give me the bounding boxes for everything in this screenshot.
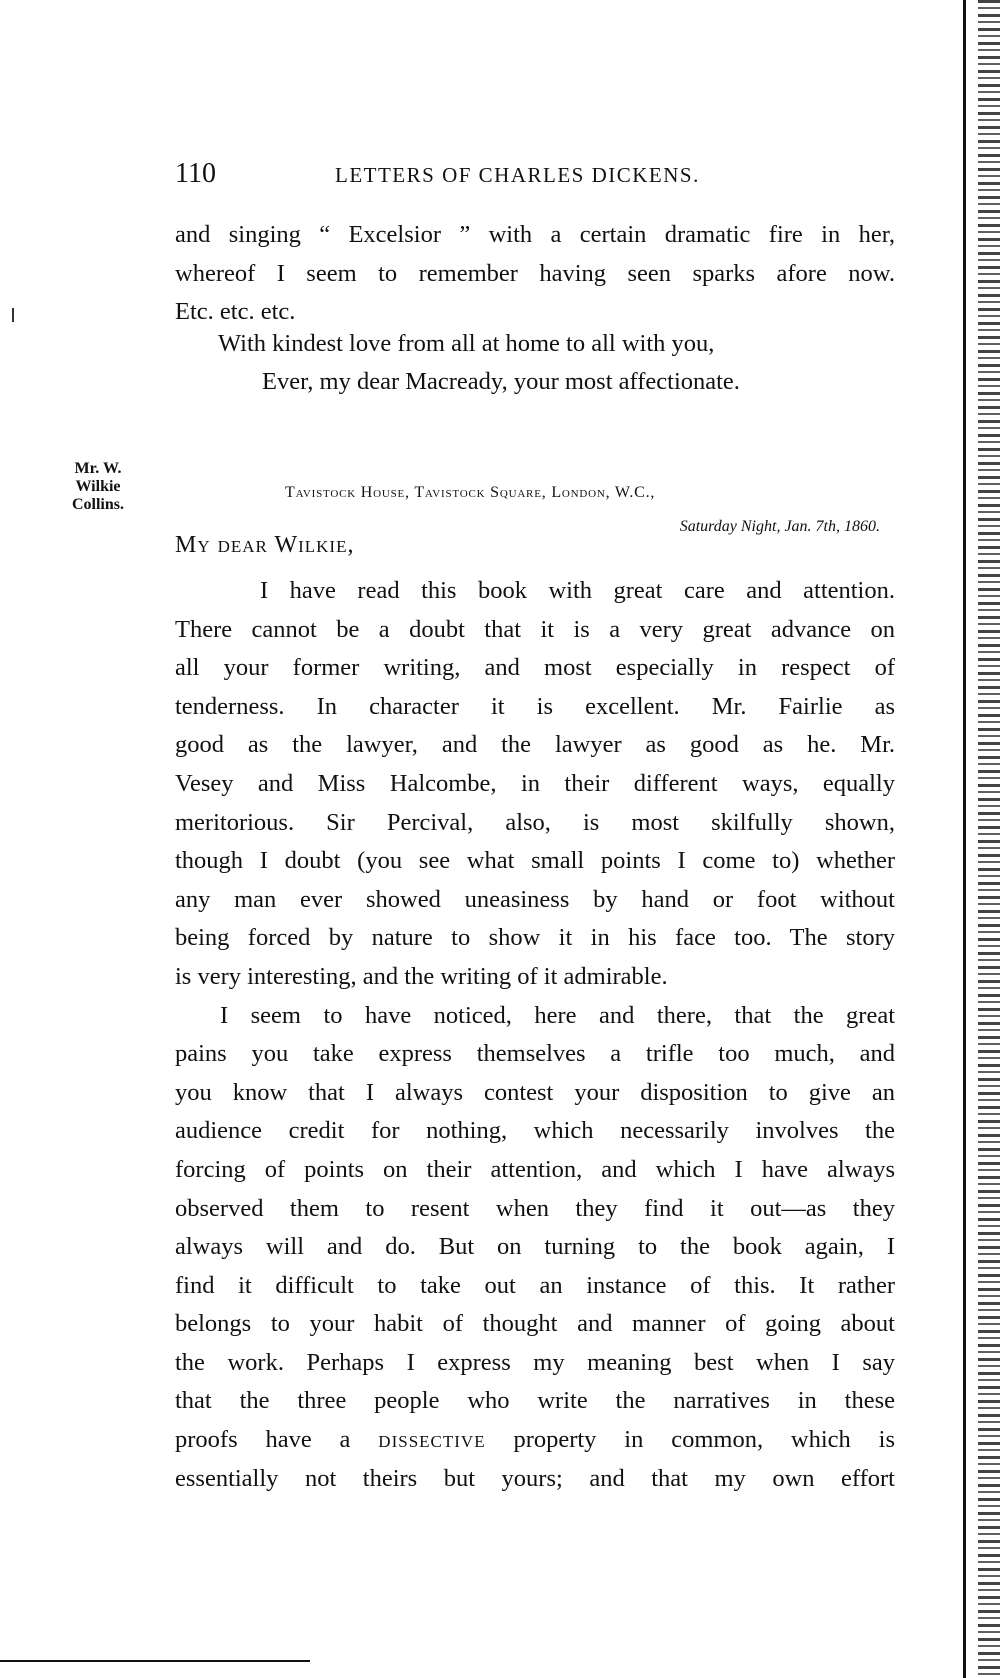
continuation-text <box>175 216 895 332</box>
margin-note-line: Mr. W. <box>74 460 122 477</box>
text-line: observed them to resent when they find it out—as they <box>175 1194 895 1222</box>
closing-signature: Ever, my dear Macready, your most affectionate. <box>262 368 740 395</box>
text-line: good as the lawyer, and the lawyer as good as he. Mr. <box>175 731 895 759</box>
text-line: meritorious. Sir Percival, also, is most skilfully shown, <box>175 808 895 836</box>
scanned-page-edge <box>978 0 1000 1678</box>
text-line: audience credit for nothing, which necessarily involves the <box>175 1117 895 1145</box>
text-line: I seem to have noticed, here and there, that the great <box>220 1001 895 1029</box>
text-line: that the three people who write the narratives in these <box>175 1387 895 1415</box>
text-line: Etc. etc. etc. <box>175 298 296 326</box>
small-caps-word: dissective <box>378 1426 486 1454</box>
text-line: essentially not theirs but yours; and that my own effort <box>175 1464 895 1492</box>
text-line: any man ever showed uneasiness by hand or foot without <box>175 885 895 913</box>
letter-body <box>175 572 895 1498</box>
text-line: is very interesting, and the writing of it admirable. <box>175 962 668 990</box>
page-edge-line <box>963 0 966 1678</box>
text-line: There cannot be a doubt that it is a very great advance on <box>175 615 895 643</box>
text-line: find it difficult to take out an instance of this. It rather <box>175 1271 895 1299</box>
page-number: 110 <box>175 158 216 189</box>
text-fragment: proofs have a <box>175 1426 351 1454</box>
text-line: you know that I always contest your disposition to give an <box>175 1078 895 1106</box>
text-line: and singing “ Excelsior ” with a certain dramatic fire in her, <box>175 221 895 248</box>
bottom-rule <box>0 1660 310 1662</box>
closing-line: With kindest love from all at home to all with you, <box>218 330 715 357</box>
text-fragment: property in common, which is <box>513 1426 895 1454</box>
text-line <box>175 1421 895 1460</box>
margin-note-line: Wilkie <box>75 478 121 495</box>
stray-mark <box>12 308 14 322</box>
text-line: being forced by nature to show it in his face too. The story <box>175 924 895 952</box>
paragraph <box>175 997 895 1499</box>
text-line: all your former writing, and most especially in respect of <box>175 654 895 682</box>
text-line: always will and do. But on turning to the book again, I <box>175 1233 895 1261</box>
letter-dateline: Saturday Night, Jan. 7th, 1860. <box>679 518 880 535</box>
text-line: the work. Perhaps I express my meaning best when I say <box>175 1348 895 1376</box>
running-head <box>175 158 895 188</box>
text-line: whereof I seem to remember having seen sparks afore now. <box>175 259 895 287</box>
text-line: I have read this book with great care and attention. <box>260 577 895 604</box>
letter-address: Tavistock House, Tavistock Square, London, W.C., <box>285 484 656 501</box>
margin-note <box>58 460 138 514</box>
letter-salutation: My dear Wilkie, <box>175 532 355 558</box>
text-line: forcing of points on their attention, and which I have always <box>175 1155 895 1183</box>
running-title: LETTERS OF CHARLES DICKENS. <box>335 163 700 187</box>
text-line: though I doubt (you see what small points I come to) whether <box>175 847 895 875</box>
text-line: belongs to your habit of thought and manner of going about <box>175 1310 895 1338</box>
text-line: tenderness. In character it is excellent. Mr. Fairlie as <box>175 692 895 720</box>
paragraph <box>175 572 895 997</box>
text-line: Vesey and Miss Halcombe, in their different ways, equally <box>175 769 895 797</box>
text-line: pains you take express themselves a trifle too much, and <box>175 1040 895 1068</box>
margin-note-line: Collins. <box>71 496 124 513</box>
